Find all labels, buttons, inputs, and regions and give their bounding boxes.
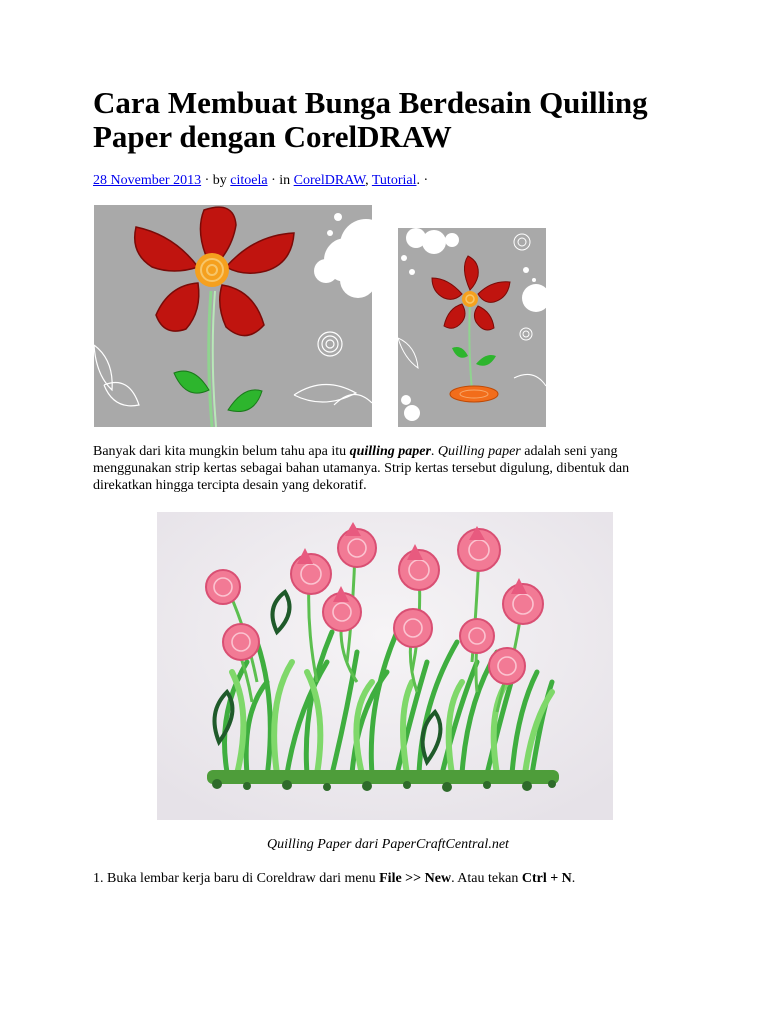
intro-paragraph — [93, 443, 683, 494]
meta-separator: , — [365, 173, 372, 188]
intro-text: Banyak dari kita mungkin belum tahu apa itu — [93, 444, 350, 459]
intro-term-quilling-paper: quilling paper — [349, 444, 431, 459]
quilling-flower-image-large — [94, 205, 372, 427]
intro-text: adalah seni yang menggunakan strip kertas sebagai bahan utamanya. Strip kertas tersebut digulung, dibentuk dan direkatkan hingga tercipta desain yang dekoratif. — [93, 444, 630, 493]
intro-text: . — [430, 444, 438, 459]
meta-separator: . · — [416, 173, 429, 188]
meta-separator: · by — [201, 173, 231, 188]
post-date-link[interactable]: 28 November 2013 — [93, 173, 202, 188]
menu-path: File >> New — [379, 871, 452, 886]
category-link-coreldraw[interactable]: CorelDRAW — [293, 173, 366, 188]
post-meta — [93, 172, 683, 190]
step-text: 1. Buka lembar kerja baru di Coreldraw dari menu — [93, 871, 380, 886]
step-text: . — [571, 871, 576, 886]
category-link-tutorial[interactable]: Tutorial — [371, 173, 417, 188]
author-link[interactable]: citoela — [230, 173, 268, 188]
intro-term-quilling-paper-italic: Quilling paper — [437, 444, 521, 459]
step-1 — [93, 870, 683, 887]
article-title: Cara Membuat Bunga Berdesain Quilling Paper dengan CorelDRAW — [93, 85, 648, 154]
figure-caption: Quilling Paper dari PaperCraftCentral.net — [267, 837, 509, 852]
step-text: . Atau tekan — [451, 871, 522, 886]
keyboard-shortcut: Ctrl + N — [521, 871, 572, 886]
quilled-tulips-photo — [157, 512, 613, 820]
quilling-flower-image-small — [398, 228, 546, 427]
meta-separator: · in — [267, 173, 294, 188]
